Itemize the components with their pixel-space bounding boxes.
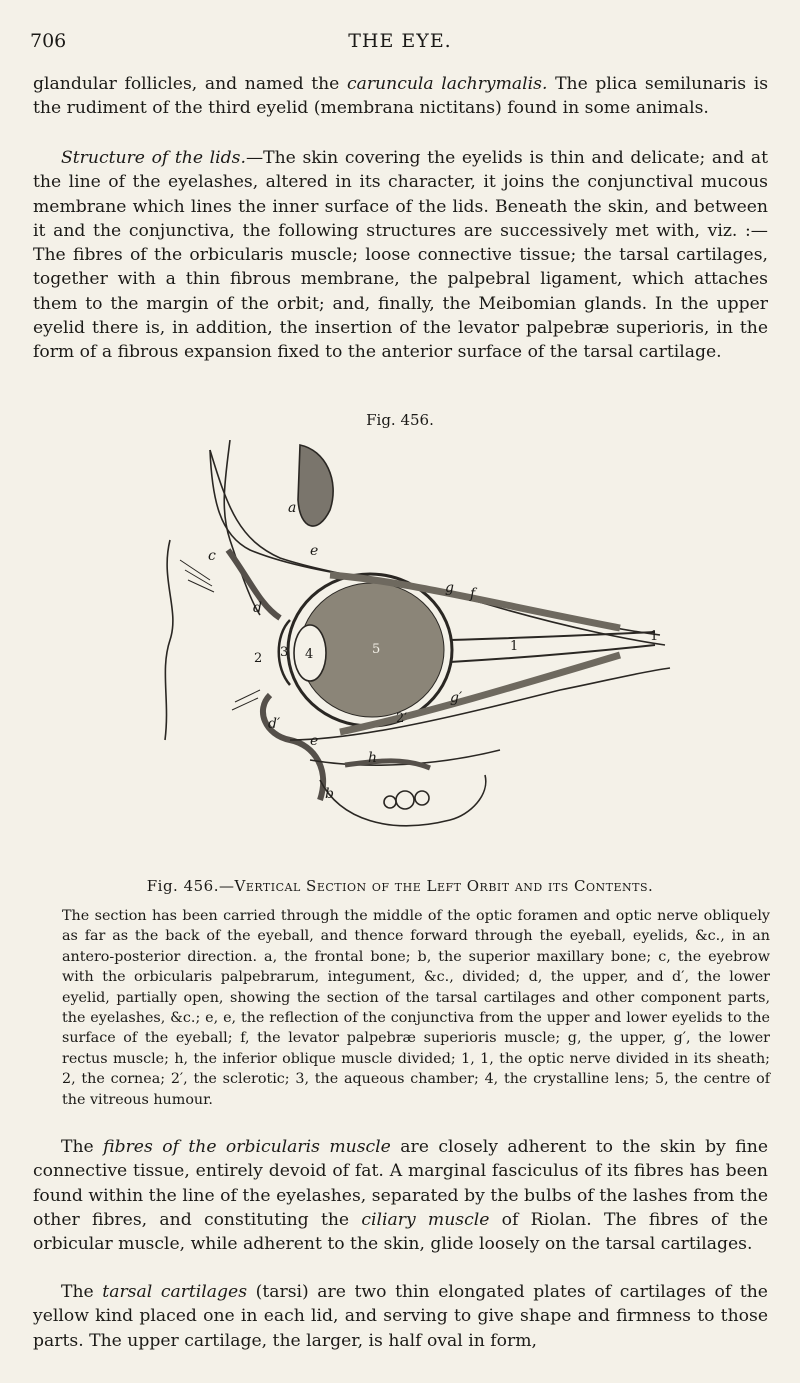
figure-letter-a: a [288,500,297,516]
figure-number-3: 3 [280,645,289,660]
orbicularis-text-2: are closely adherent to the skin by fine connective tissue, entirely devoid of fat. A marginal fasciculus of its fibres has been found within the line of the eyelashes, separated by the bulbs of the lashes from the other fibres, and constituting the [33,1137,768,1230]
running-head-title: THE EYE. [348,30,452,52]
running-head [30,30,770,56]
figure-letter-h: h [368,750,378,766]
face-skin-outline [165,540,173,740]
frontal-sinus [298,445,333,526]
lower-eyelashes [232,690,260,710]
optic-nerve-lower [450,645,655,662]
structure-heading: Structure of the lids. [61,148,246,168]
figure-caption-body [62,906,770,1110]
maxillary-bone-outline [320,775,486,826]
figure-letter-e: e [310,543,319,559]
maxillary-cell-2 [415,791,429,805]
intro-text-1: glandular follicles, and named the [33,74,347,94]
structure-paragraph [33,146,768,365]
figure-letter-g: g [445,580,454,596]
orbicularis-paragraph [33,1135,768,1256]
upper-eyelashes [180,560,214,592]
figure-number-1b: 1 [650,629,659,644]
figure-letter-d: d [253,600,262,616]
figure-letter-c: c [208,548,216,564]
figure-number-4: 4 [305,647,314,662]
tarsal-text-1: The [61,1282,103,1302]
figure-letter-e-2: e [310,733,319,749]
figure-letter-f: f [470,586,476,602]
figure-letter-b: b [325,786,334,802]
figure-letter-d-prime: d′ [268,716,281,732]
caption-text: The section has been carried through the middle of the optic foramen and optic nerve obliquely as far as the back of the eyeball, and thence forward through the eyeball, eyelids, &c., in an antero-posterior direction. a, the frontal bone; b, the superior maxillary bone; c, the eyebrow with the orbicularis palpebrarum, integument, &c., divided; d, the upper, and d′, the lower eyelid, partially open, showing the section of the tarsal cartilages and other component parts, the eyelashes, &c.; e, e, the reflection of the conjunctiva from the upper and lower eyelids to the surface of the eyeball; f, the levator palpebræ superioris muscle; g, the upper, g′, the lower rectus muscle; h, the inferior oblique muscle divided; 1, 1, the optic nerve divided in its sheath; 2, the cornea; 2′, the sclerotic; 3, the aqueous chamber; 4, the crystalline lens; 5, the centre of the vitreous humour. [62,908,770,1108]
caption-title-text: —Vertical Section of the Left Orbit and its Contents. [218,877,654,895]
structure-text: —The skin covering the eyelids is thin and delicate; and at the line of the eyelashes, altered in its character, it joins the conjunctival mucous membrane which lines the inner surface of the lids. Beneath the skin, and between it and the conjunctiva, the following structures are successively met with, viz. :—The fibres of the orbicularis muscle; loose connective tissue; the tarsal cartilages, together with a thin fibrous membrane, the palpebral ligament, which attaches them to the margin of the orbit; and, finally, the Meibomian glands. In the upper eyelid there is, in addition, the insertion of the levator palpebræ superioris, in the form of a fibrous expansion fixed to the anterior surface of the tarsal cartilage. [33,148,768,363]
orbicularis-text-3: of Riolan. The fibres of the orbicular muscle, while adherent to the skin, glide loosely on the tarsal cartilages. [33,1209,768,1255]
figure-number-1: 1 [510,639,519,654]
caption-title-prefix: Fig. 456. [146,877,219,895]
intro-text-2: The plica semilunaris is the rudiment of the third eyelid (membrana nictitans) found in some animals. [33,74,769,119]
intro-term: caruncula lachrymalis. [346,74,548,94]
maxillary-cell-3 [384,796,396,808]
figure-number-5: 5 [372,642,381,657]
orbit-section-figure [140,440,680,870]
orbit-roof-outline [210,450,660,635]
figure-letter-g-prime: g′ [450,690,463,706]
figure-number-2-prime: 2′ [396,711,408,726]
maxillary-cell-1 [396,791,414,809]
tarsal-paragraph [33,1280,768,1353]
figure-label: Fig. 456. [366,411,434,429]
tarsal-text-2: (tarsi) are two thin elongated plates of cartilages of the yellow kind placed one in each lid, and serving to give shape and firmness to those parts. The upper cartilage, the larger, is half oval in form, [33,1282,768,1351]
intro-paragraph [33,72,768,121]
page-number: 706 [30,30,67,52]
orbicularis-text-1: The [61,1137,104,1157]
orbicularis-term-1: fibres of the orbicularis muscle [103,1137,391,1157]
figure-caption-title [0,877,800,895]
orbicularis-term-2: ciliary muscle [361,1209,490,1230]
tarsal-term: tarsal cartilages [102,1282,248,1302]
figure-number-2: 2 [254,651,263,666]
